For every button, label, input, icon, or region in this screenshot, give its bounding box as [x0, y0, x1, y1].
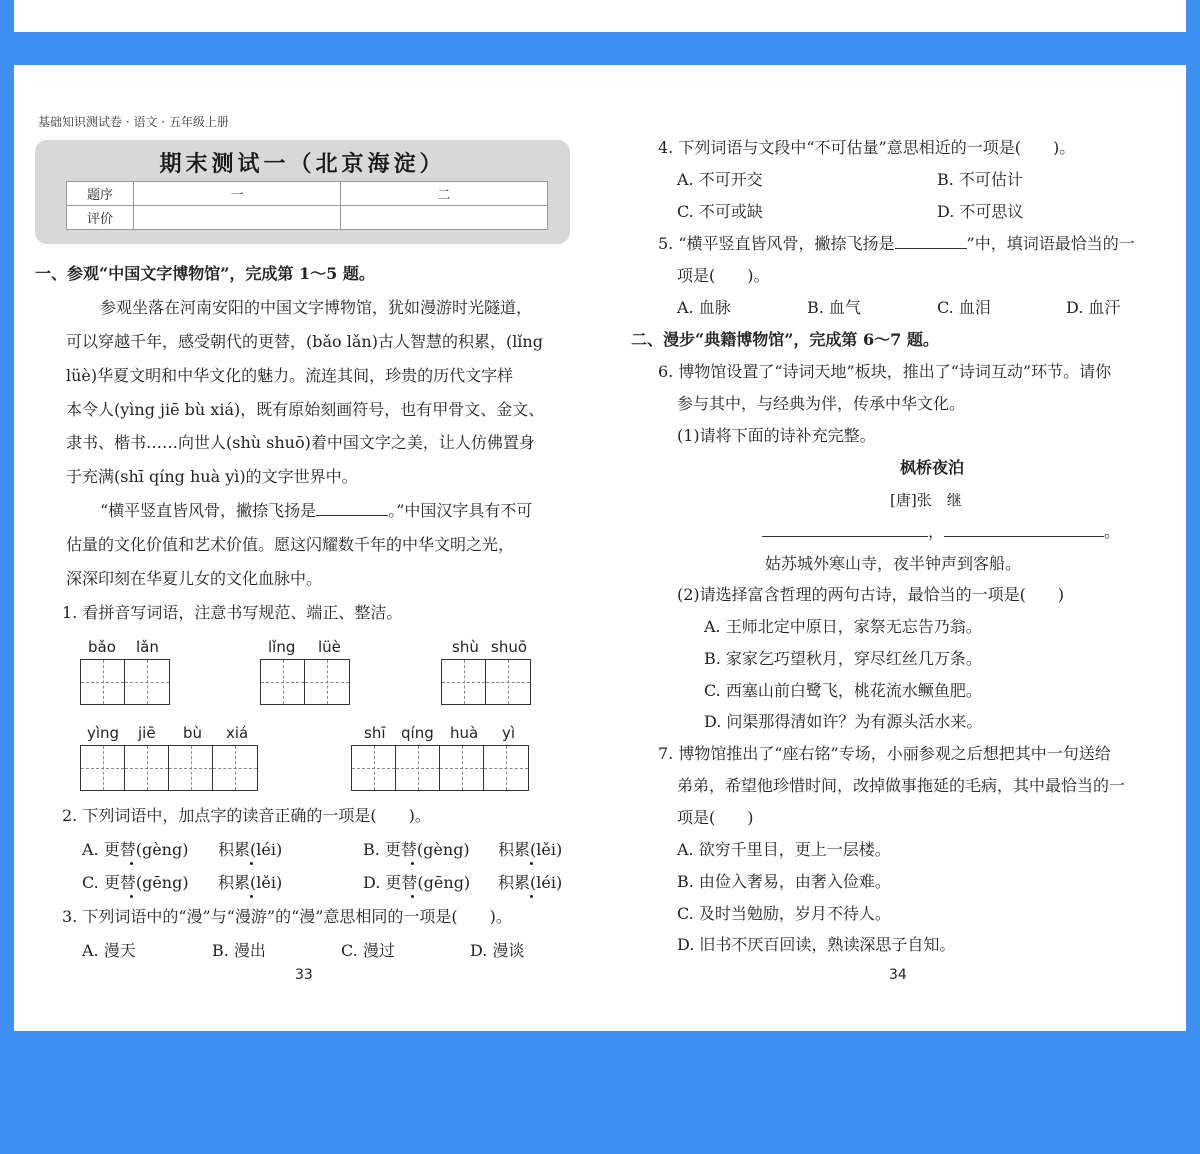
q6-2-option-d[interactable]: D. 问渠那得清如许？为有源头活水来。: [704, 712, 983, 731]
para2-start: “横平竖直皆风骨，撇捺飞扬是: [100, 501, 317, 520]
pinyin-bao: bǎo: [88, 638, 116, 656]
para2-end: 。”中国汉字具有不可: [388, 501, 533, 520]
book-header: 基础知识测试卷 · 语文 · 五年级上册: [38, 115, 229, 129]
question-7-line-3: 项是( ): [677, 808, 754, 827]
question-2: 2. 下列词语中，加点字的读音正确的一项是( )。: [62, 806, 431, 825]
question-6-1: (1)请将下面的诗补充完整。: [677, 426, 876, 445]
score-label-order: 题序: [67, 182, 134, 206]
pinyin-lan: lǎn: [136, 638, 159, 656]
q2-option-d-1[interactable]: D. 更替(gēng): [363, 873, 471, 892]
q6-2-option-a[interactable]: A. 王师北定中原日，家祭无忘告乃翁。: [704, 617, 982, 636]
q7-option-c[interactable]: C. 及时当勉励，岁月不待人。: [677, 904, 891, 923]
emphasis-dot: [250, 895, 253, 898]
q5-option-a[interactable]: A. 血脉: [677, 298, 731, 317]
pinyin-yi: yì: [502, 724, 516, 742]
poem-comma: ，: [928, 522, 945, 541]
pinyin-shu: shù: [452, 638, 479, 656]
writing-grid-4[interactable]: [80, 745, 258, 791]
q4-option-b[interactable]: B. 不可估计: [937, 170, 1023, 189]
question-7-line-2: 弟弟，希望他珍惜时间，改掉做事拖延的毛病，其中最恰当的一: [677, 776, 1126, 795]
q5-option-b[interactable]: B. 血气: [807, 298, 861, 317]
question-6-line-2: 参与其中，与经典为伴，传承中华文化。: [677, 394, 966, 413]
poem-blank-1[interactable]: [762, 536, 928, 537]
writing-grid-1[interactable]: [80, 659, 170, 705]
q6-2-option-c[interactable]: C. 西塞山前白鹭飞，桃花流水鳜鱼肥。: [704, 681, 982, 700]
q3-option-a[interactable]: A. 漫天: [82, 941, 136, 960]
question-6-2: (2)请选择富含哲理的两句古诗，最恰当的一项是( ): [677, 585, 1065, 604]
score-col-1: 一: [134, 182, 341, 206]
passage-line-1: 参观坐落在河南安阳的中国文字博物馆，犹如漫游时光隧道，: [100, 298, 533, 317]
poem-blank-2[interactable]: [944, 536, 1104, 537]
poem-author: [唐]张 继: [890, 491, 962, 509]
pinyin-bu: bù: [183, 724, 203, 742]
q6-2-option-b[interactable]: B. 家家乞巧望秋月，穿尽红丝几万条。: [704, 649, 982, 668]
writing-grid-3[interactable]: [441, 659, 531, 705]
question-5-cont: 项是( )。: [677, 266, 770, 285]
pinyin-ling: lǐng: [268, 638, 296, 656]
writing-grid-2[interactable]: [260, 659, 350, 705]
pinyin-xia: xiá: [226, 724, 249, 742]
emphasis-dot: [130, 895, 133, 898]
q7-option-a[interactable]: A. 欲穷千里目，更上一层楼。: [677, 840, 891, 859]
passage-line-5: 隶书、楷书……向世人(shù shuō)着中国文字之美，让人仿佛置身: [66, 433, 535, 452]
q2-option-a-1[interactable]: A. 更替(gèng): [82, 840, 189, 859]
score-label-eval: 评价: [67, 206, 134, 230]
page-number-left: 33: [295, 967, 313, 983]
pinyin-jie: jiē: [138, 724, 156, 742]
top-white-strip: [14, 0, 1186, 32]
q3-option-d[interactable]: D. 漫谈: [470, 941, 525, 960]
pinyin-qing: qíng: [401, 724, 434, 742]
q3-option-c[interactable]: C. 漫过: [341, 941, 395, 960]
passage-line-2: 可以穿越千年，感受朝代的更替，(bǎo lǎn)古人智慧的积累，(lǐng: [66, 332, 543, 351]
q3-option-b[interactable]: B. 漫出: [212, 941, 266, 960]
pinyin-shuo: shuō: [491, 638, 528, 656]
q7-option-d[interactable]: D. 旧书不厌百回读，熟读深思子自知。: [677, 935, 956, 954]
question-1: 1. 看拼音写词语，注意书写规范、端正、整洁。: [62, 603, 403, 622]
score-eval-2: [341, 206, 548, 230]
poem-title: 枫桥夜泊: [900, 458, 965, 477]
q2-option-a-2: 积累(léi): [218, 840, 283, 859]
score-col-2: 二: [341, 182, 548, 206]
q4-option-c[interactable]: C. 不可或缺: [677, 202, 763, 221]
q7-option-b[interactable]: B. 由俭入奢易，由奢入俭难。: [677, 872, 891, 891]
question-3: 3. 下列词语中的“漫”与“漫游”的“漫”意思相同的一项是( )。: [62, 907, 512, 926]
emphasis-dot: [130, 862, 133, 865]
passage-para2: [100, 501, 532, 521]
q5-option-c[interactable]: C. 血泪: [937, 298, 991, 317]
passage-line-9: 深深印刻在华夏儿女的文化血脉中。: [66, 569, 323, 588]
q4-option-d[interactable]: D. 不可思议: [937, 202, 1024, 221]
emphasis-dot: [250, 862, 253, 865]
pinyin-hua: huà: [450, 724, 479, 742]
passage-line-8: 估量的文化价值和艺术价值。愿这闪耀数千年的中华文明之光，: [66, 535, 515, 554]
q5-option-d[interactable]: D. 血汗: [1066, 298, 1121, 317]
question-4: 4. 下列词语与文段中“不可估量”意思相近的一项是( )。: [658, 138, 1076, 157]
exam-title: 期末测试一（北京海淀）: [159, 152, 446, 177]
writing-grid-5[interactable]: [351, 745, 529, 791]
passage-line-6: 于充满(shī qíng huà yì)的文字世界中。: [66, 467, 358, 486]
section2-heading: 二、漫步“典籍博物馆”，完成第 6～7 题。: [631, 330, 939, 349]
passage-line-4: 本令人(yìng jiē bù xiá)，既有原始刻画符号，也有甲骨文、金文、: [66, 400, 545, 419]
pinyin-lue: lüè: [318, 638, 341, 656]
q2-option-c-1[interactable]: C. 更替(gēng): [82, 873, 189, 892]
q5-blank[interactable]: [895, 248, 967, 249]
poem-line-2: 姑苏城外寒山寺，夜半钟声到客船。: [765, 554, 1022, 573]
page-number-right: 34: [889, 967, 907, 983]
q2-option-b-2: 积累(lěi): [498, 840, 563, 859]
pinyin-ying: yìng: [87, 724, 120, 742]
q4-option-a[interactable]: A. 不可开交: [677, 170, 763, 189]
emphasis-dot: [411, 895, 414, 898]
q2-option-c-2: 积累(lěi): [218, 873, 283, 892]
q5-end: ”中，填词语最恰当的一: [966, 234, 1135, 253]
passage-line-3: lüè)华夏文明和中华文化的魅力。流连其间，珍贵的历代文字样: [66, 366, 514, 385]
question-5: [658, 234, 1135, 254]
emphasis-dot: [530, 895, 533, 898]
pinyin-shi: shī: [364, 724, 386, 742]
emphasis-dot: [530, 862, 533, 865]
para2-blank[interactable]: [316, 515, 388, 516]
question-6-line-1: 6. 博物馆设置了“诗词天地”板块，推出了“诗词互动”环节。请你: [658, 362, 1112, 381]
q2-option-d-2: 积累(léi): [498, 873, 563, 892]
q2-option-b-1[interactable]: B. 更替(gèng): [363, 840, 470, 859]
score-table: [66, 181, 548, 230]
question-7-line-1: 7. 博物馆推出了“座右铭”专场，小丽参观之后想把其中一句送给: [658, 744, 1111, 763]
score-eval-1: [134, 206, 341, 230]
q5-start: 5. “横平竖直皆风骨，撇捺飞扬是: [658, 234, 895, 253]
emphasis-dot: [411, 862, 414, 865]
poem-line-1: [762, 522, 1120, 542]
section1-heading: 一、参观“中国文字博物馆”，完成第 1～5 题。: [35, 264, 375, 283]
poem-period: 。: [1104, 522, 1121, 541]
